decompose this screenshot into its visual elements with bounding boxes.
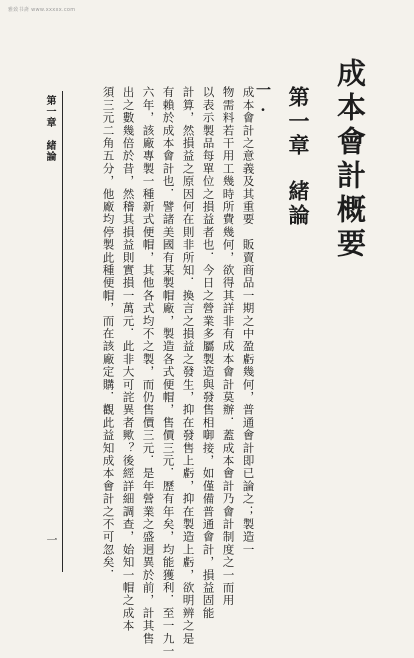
running-header-chapter: 第一章	[44, 95, 55, 128]
chapter-label: 第一章	[286, 86, 311, 158]
watermark: 雅致书斋 www.xxxxx.com	[8, 7, 76, 13]
chapter-heading	[283, 86, 313, 228]
body-line: 物需料若干用工幾時所費幾何，欲得其詳非有成本會計莫辦．蓋成本會計乃會計制度之一而用	[221, 86, 236, 607]
running-header	[42, 95, 57, 162]
body-line: 六年，該廠專製一種新式便帽，其他各式均不之製，而仍售價三元．是年營業之盛迥異於前，計其售	[141, 86, 156, 645]
margin-rule	[62, 91, 63, 572]
body-line: 出之數幾倍於昔，然稽其損益則實損一萬元．此非大可詫異者歟？後經詳細調查，始知一帽之成本	[121, 86, 136, 633]
section-number: 一.	[254, 82, 272, 115]
chapter-name: 緒論	[286, 180, 311, 228]
page-number: 一	[45, 534, 58, 545]
body-line: 成本會計之意義及其重要 販賣商品一期之中盈虧幾何，普通會計即已論之；製造一	[241, 86, 256, 556]
book-title: 成本會計概要	[333, 58, 367, 262]
body-line: 計算，然損益之原因何在則非所知．換言之損益之發生，抑在發售上虧，抑在製造上虧，欲明辨之是	[181, 86, 196, 645]
body-line: 須三元二角五分，他廠均停製此種便帽，而在該廠定購．觀此益知成本會計之不可忽矣．	[101, 86, 116, 582]
running-header-name: 緒論	[44, 140, 55, 162]
body-line: 以表示製品每單位之損益者也．今日之營業多屬製造與發售相啣接，如僅備普通會計，損益固能	[201, 86, 216, 620]
body-line: 有賴於成本會計也．譬諸美國有某製帽廠，製造各式便帽，售價三元．歷有年矣，均能獲利．至一九一	[161, 86, 176, 658]
